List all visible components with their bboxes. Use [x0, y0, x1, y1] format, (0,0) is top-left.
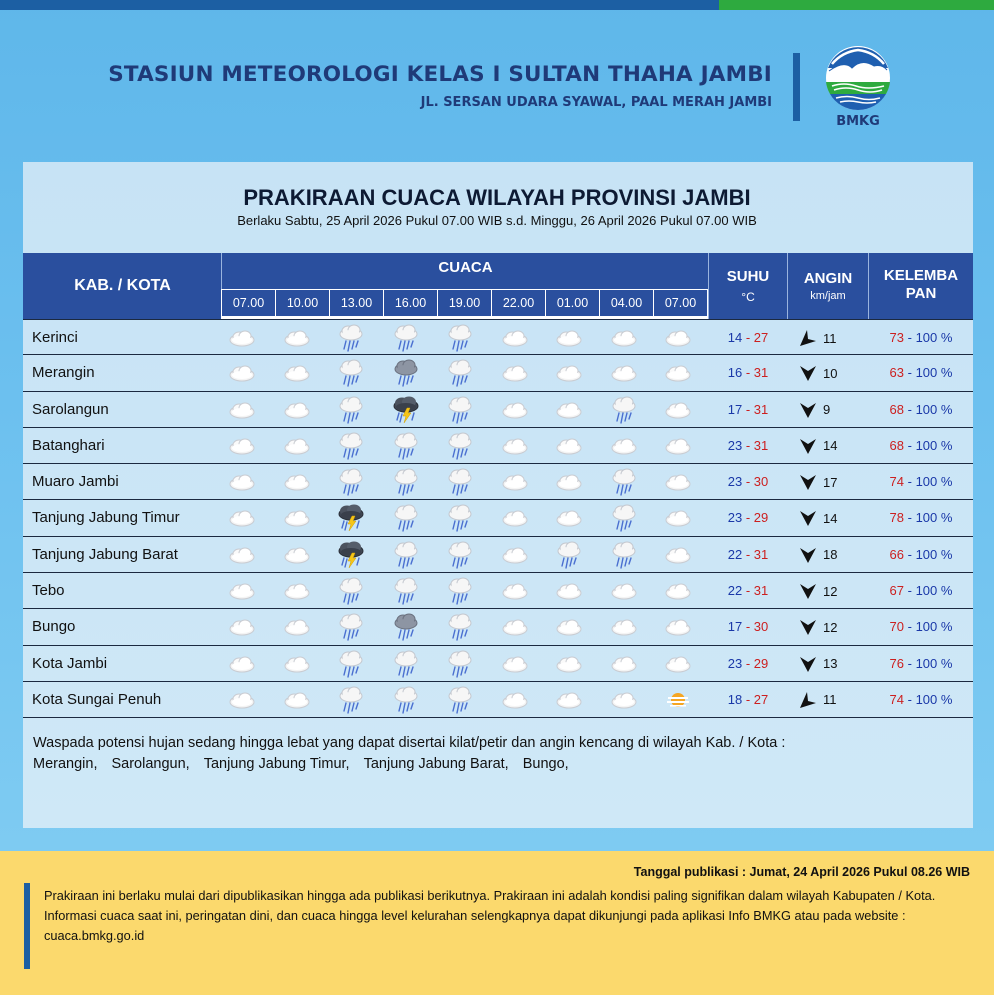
wind-direction-arrow-icon	[797, 616, 819, 638]
humidity-max: 100 %	[915, 510, 953, 526]
time-slot: 04.00	[600, 290, 653, 316]
humidity-separator: -	[904, 619, 916, 635]
cloudy-icon	[215, 355, 270, 391]
temperature-range	[709, 464, 787, 500]
time-slot: 19.00	[438, 290, 491, 316]
table-row	[23, 573, 973, 609]
temp-separator: -	[742, 619, 754, 635]
temp-min: 22	[727, 583, 743, 599]
cloudy-icon	[270, 609, 325, 645]
cloudy-icon	[542, 500, 597, 536]
light-rain-icon	[597, 392, 652, 428]
warning-region: Sarolangun,	[111, 756, 190, 772]
wind-direction-arrow-icon	[797, 471, 819, 493]
region-name: Tanjung Jabung Barat	[32, 545, 178, 563]
time-slots	[221, 289, 708, 319]
humidity-range	[869, 573, 973, 609]
humidity-max: 100 %	[915, 330, 953, 345]
light-rain-icon	[379, 537, 434, 573]
time-slot: 10.00	[276, 290, 329, 316]
cloudy-icon	[542, 609, 597, 645]
temp-min: 22	[727, 546, 743, 562]
region-name: Muaro Jambi	[32, 473, 119, 491]
humidity-max: 100 %	[915, 437, 953, 453]
header-kelembapan-line1: KELEMBA	[883, 267, 959, 284]
cloudy-icon	[488, 573, 543, 609]
cloudy-icon	[488, 500, 543, 536]
header-cuaca: CUACA	[438, 259, 493, 276]
header-kelembapan	[869, 267, 973, 303]
table-row	[23, 646, 973, 682]
weather-icons	[215, 464, 715, 500]
cloudy-icon	[215, 320, 270, 356]
cloudy-icon	[215, 646, 270, 682]
weather-icons	[215, 428, 715, 464]
cloudy-icon	[215, 392, 270, 428]
humidity-range	[869, 392, 973, 428]
humidity-min: 74	[889, 691, 905, 707]
weather-icons	[215, 646, 715, 682]
warning-region: Tanjung Jabung Barat,	[363, 756, 509, 772]
temp-max: 31	[753, 546, 769, 562]
header-separator	[708, 253, 709, 319]
light-rain-icon	[324, 355, 379, 391]
wind-speed: 12	[823, 619, 838, 635]
temp-max: 29	[753, 655, 769, 671]
region-name: Kota Jambi	[32, 654, 108, 672]
humidity-separator: -	[904, 401, 916, 417]
light-rain-icon	[542, 537, 597, 573]
light-rain-icon	[324, 573, 379, 609]
cloudy-icon	[215, 537, 270, 573]
humidity-min: 74	[889, 474, 905, 490]
cloudy-icon	[270, 682, 325, 718]
table-row	[23, 464, 973, 500]
temp-separator: -	[742, 546, 754, 562]
humidity-max: 100 %	[915, 365, 953, 381]
wind-speed: 17	[823, 474, 838, 490]
warning-region: Bungo,	[522, 756, 569, 772]
region-name: Bungo	[32, 618, 76, 636]
cloudy-icon	[542, 428, 597, 464]
table-row	[23, 682, 973, 718]
cloudy-icon	[215, 609, 270, 645]
humidity-separator: -	[904, 474, 916, 490]
temp-max: 30	[753, 619, 769, 635]
warning-text: Waspada potensi hujan sedang hingga lebat yang dapat disertai kilat/petir dan angin kencang di wilayah Kab. / Kota :	[33, 735, 786, 751]
temp-min: 18	[727, 691, 743, 707]
weather-icons	[215, 392, 715, 428]
wind	[797, 355, 867, 391]
top-accent-bar	[0, 0, 994, 10]
temp-separator: -	[742, 330, 754, 345]
light-rain-icon	[433, 355, 488, 391]
temp-min: 23	[727, 655, 743, 671]
light-rain-icon	[433, 464, 488, 500]
header-separator	[787, 253, 788, 319]
humidity-range	[869, 682, 973, 718]
humidity-max: 100 %	[915, 546, 953, 562]
thunderstorm-icon	[324, 500, 379, 536]
humidity-range	[869, 320, 973, 356]
hazy-sun-icon	[651, 682, 706, 718]
temp-min: 17	[727, 619, 743, 635]
time-slot: 07.00	[654, 290, 707, 316]
wind-direction-arrow-icon	[797, 399, 819, 421]
header-kelembapan-line2: PAN	[905, 285, 937, 302]
cloudy-icon	[488, 464, 543, 500]
header-angin-unit: km/jam	[810, 290, 846, 302]
temp-max: 29	[753, 510, 769, 526]
temperature-range	[709, 320, 787, 356]
light-rain-icon	[324, 682, 379, 718]
wind-speed: 18	[823, 547, 838, 563]
cloudy-icon	[215, 500, 270, 536]
warning-region: Merangin,	[33, 756, 98, 772]
temp-max: 27	[753, 691, 769, 707]
cloudy-icon	[488, 428, 543, 464]
time-slot: 07.00	[222, 290, 275, 316]
wind	[797, 537, 867, 573]
cloudy-icon	[651, 320, 706, 356]
temp-separator: -	[742, 401, 754, 417]
header-suhu-unit: °C	[741, 290, 755, 304]
cloudy-icon	[651, 355, 706, 391]
light-rain-icon	[433, 609, 488, 645]
light-rain-icon	[433, 320, 488, 356]
light-rain-icon	[433, 682, 488, 718]
humidity-separator: -	[904, 437, 916, 453]
footer	[0, 851, 994, 995]
wind-speed: 9	[823, 402, 831, 418]
wind-speed: 11	[823, 330, 837, 346]
wind	[797, 682, 867, 718]
thunderstorm-icon	[379, 392, 434, 428]
light-rain-icon	[324, 464, 379, 500]
cloudy-icon	[597, 682, 652, 718]
cloudy-icon	[270, 573, 325, 609]
header-kab-kota: KAB. / KOTA	[74, 277, 171, 294]
table-header	[23, 253, 973, 319]
cloudy-icon	[270, 464, 325, 500]
wind-direction-arrow-icon	[797, 435, 819, 457]
cloudy-icon	[215, 573, 270, 609]
temp-max: 31	[753, 365, 769, 381]
cloudy-icon	[651, 428, 706, 464]
table-row	[23, 319, 973, 355]
region-name: Tanjung Jabung Timur	[32, 509, 180, 527]
forecast-table-body	[23, 319, 973, 718]
temp-min: 17	[727, 401, 743, 417]
light-rain-icon	[379, 428, 434, 464]
region-name: Tebo	[32, 582, 65, 600]
region-name: Batanghari	[32, 436, 105, 454]
wind-speed: 14	[823, 510, 838, 526]
temperature-range	[709, 537, 787, 573]
humidity-range	[869, 355, 973, 391]
cloudy-icon	[488, 392, 543, 428]
temp-min: 23	[727, 437, 743, 453]
cloudy-icon	[651, 392, 706, 428]
humidity-min: 73	[889, 330, 905, 345]
wind	[797, 320, 867, 356]
humidity-max: 100 %	[915, 583, 953, 599]
cloudy-icon	[597, 428, 652, 464]
cloudy-icon	[597, 609, 652, 645]
cloudy-icon	[488, 609, 543, 645]
humidity-min: 68	[889, 401, 905, 417]
temperature-range	[709, 500, 787, 536]
cloudy-icon	[651, 609, 706, 645]
light-rain-icon	[379, 500, 434, 536]
light-rain-icon	[433, 646, 488, 682]
humidity-min: 78	[889, 510, 905, 526]
humidity-separator: -	[904, 365, 916, 381]
light-rain-icon	[324, 320, 379, 356]
cloudy-icon	[542, 682, 597, 718]
cloudy-icon	[488, 320, 543, 356]
weather-icons	[215, 537, 715, 573]
cloudy-icon	[488, 682, 543, 718]
light-rain-icon	[597, 500, 652, 536]
temp-min: 16	[727, 365, 743, 381]
humidity-max: 100 %	[915, 691, 953, 707]
wind	[797, 646, 867, 682]
temp-separator: -	[742, 437, 754, 453]
temp-max: 30	[753, 474, 769, 490]
table-row	[23, 355, 973, 391]
light-rain-icon	[379, 682, 434, 718]
humidity-range	[869, 609, 973, 645]
temperature-range	[709, 682, 787, 718]
humidity-max: 100 %	[915, 474, 953, 490]
light-rain-icon	[324, 392, 379, 428]
light-rain-icon	[379, 464, 434, 500]
wind-speed: 13	[823, 656, 838, 672]
table-row	[23, 500, 973, 536]
region-name: Kota Sungai Penuh	[32, 690, 162, 708]
table-row	[23, 392, 973, 428]
temp-min: 23	[727, 474, 743, 490]
humidity-separator: -	[904, 330, 916, 345]
cloudy-icon	[651, 500, 706, 536]
forecast-title: PRAKIRAAN CUACA WILAYAH PROVINSI JAMBI	[243, 185, 751, 210]
cloudy-icon	[597, 573, 652, 609]
footer-accent-bar	[24, 883, 30, 969]
region-name: Kerinci	[32, 329, 78, 346]
cloudy-icon	[651, 573, 706, 609]
table-row	[23, 609, 973, 645]
humidity-separator: -	[904, 546, 916, 562]
weather-icons	[215, 573, 715, 609]
table-row	[23, 537, 973, 573]
humidity-max: 100 %	[915, 401, 953, 417]
temperature-range	[709, 428, 787, 464]
humidity-max: 100 %	[915, 655, 953, 671]
light-rain-icon	[433, 537, 488, 573]
light-rain-icon	[324, 646, 379, 682]
temperature-range	[709, 573, 787, 609]
light-rain-icon	[379, 646, 434, 682]
wind	[797, 609, 867, 645]
weather-icons	[215, 500, 715, 536]
humidity-min: 67	[889, 583, 905, 599]
cloudy-icon	[270, 646, 325, 682]
cloudy-icon	[542, 464, 597, 500]
time-slot: 22.00	[492, 290, 545, 316]
cloudy-icon	[270, 537, 325, 573]
wind-speed: 11	[823, 692, 837, 708]
cloudy-icon	[215, 428, 270, 464]
light-rain-icon	[324, 609, 379, 645]
humidity-min: 63	[889, 365, 905, 381]
temp-max: 31	[753, 437, 769, 453]
temp-max: 31	[753, 401, 769, 417]
cloudy-icon	[215, 682, 270, 718]
cloudy-icon	[270, 320, 325, 356]
temp-separator: -	[742, 474, 754, 490]
humidity-range	[869, 646, 973, 682]
wind-speed: 10	[823, 365, 838, 381]
wind-speed: 14	[823, 438, 838, 454]
cloudy-icon	[542, 392, 597, 428]
light-rain-icon	[324, 428, 379, 464]
header-suhu: SUHU	[726, 268, 770, 285]
cloudy-icon	[215, 464, 270, 500]
humidity-range	[869, 464, 973, 500]
publication-date: Tanggal publikasi : Jumat, 24 April 2026 Pukul 08.26 WIB	[633, 865, 970, 879]
footer-note: Prakiraan ini berlaku mulai dari dipublikasikan hingga ada publikasi berikutnya. Prakiraan ini adalah kondisi paling signifikan dalam wilayah Kabupaten / Kota. Informasi cuaca saat ini, peringatan dini, dan cuaca hingga level kelurahan selengkapnya dapat dikunjungi pada aplikasi Info BMKG atau pada website : cuaca.bmkg.go.id	[44, 888, 936, 943]
time-slot: 16.00	[384, 290, 437, 316]
wind-direction-arrow-icon	[797, 362, 819, 384]
temperature-range	[709, 392, 787, 428]
humidity-min: 66	[889, 546, 905, 562]
humidity-separator: -	[904, 510, 916, 526]
humidity-separator: -	[904, 583, 916, 599]
cloudy-icon	[597, 646, 652, 682]
weather-icons	[215, 682, 715, 718]
humidity-separator: -	[904, 691, 916, 707]
weather-icons	[215, 609, 715, 645]
temp-max: 27	[753, 330, 769, 345]
warning-regions	[33, 754, 953, 775]
light-rain-icon	[379, 320, 434, 356]
wind-direction-arrow-icon	[797, 327, 819, 349]
moderate-rain-icon	[379, 355, 434, 391]
weather-icons	[215, 355, 715, 391]
time-slot: 01.00	[546, 290, 599, 316]
wind	[797, 573, 867, 609]
wind-direction-arrow-icon	[797, 544, 819, 566]
moderate-rain-icon	[379, 609, 434, 645]
cloudy-icon	[542, 320, 597, 356]
light-rain-icon	[433, 573, 488, 609]
temp-separator: -	[742, 691, 754, 707]
table-row	[23, 428, 973, 464]
station-address: JL. SERSAN UDARA SYAWAL, PAAL MERAH JAMBI	[420, 95, 772, 110]
light-rain-icon	[433, 428, 488, 464]
cloudy-icon	[651, 464, 706, 500]
forecast-validity: Berlaku Sabtu, 25 April 2026 Pukul 07.00 WIB s.d. Minggu, 26 April 2026 Pukul 07.00 WIB	[237, 213, 757, 228]
temp-max: 31	[753, 583, 769, 599]
light-rain-icon	[379, 573, 434, 609]
cloudy-icon	[651, 537, 706, 573]
cloudy-icon	[597, 355, 652, 391]
warning-region: Tanjung Jabung Timur,	[203, 756, 350, 772]
station-title: STASIUN METEOROLOGI KELAS I SULTAN THAHA JAMBI	[108, 62, 772, 87]
cloudy-icon	[542, 355, 597, 391]
region-name: Sarolangun	[32, 400, 109, 418]
warning-box	[33, 733, 953, 775]
humidity-separator: -	[904, 655, 916, 671]
cloudy-icon	[542, 573, 597, 609]
wind-direction-arrow-icon	[797, 653, 819, 675]
cloudy-icon	[597, 320, 652, 356]
temp-separator: -	[742, 583, 754, 599]
cloudy-icon	[488, 355, 543, 391]
temp-separator: -	[742, 365, 754, 381]
temperature-range	[709, 646, 787, 682]
header-angin: ANGIN	[803, 270, 853, 287]
humidity-min: 70	[889, 619, 905, 635]
humidity-min: 76	[889, 655, 905, 671]
wind	[797, 464, 867, 500]
temp-separator: -	[742, 510, 754, 526]
wind-direction-arrow-icon	[797, 507, 819, 529]
humidity-range	[869, 537, 973, 573]
time-slot: 13.00	[330, 290, 383, 316]
cloudy-icon	[270, 355, 325, 391]
cloudy-icon	[542, 646, 597, 682]
weather-icons	[215, 320, 715, 356]
cloudy-icon	[270, 500, 325, 536]
light-rain-icon	[597, 464, 652, 500]
wind	[797, 428, 867, 464]
temp-min: 14	[727, 330, 743, 345]
logo-text: BMKG	[836, 114, 880, 129]
wind	[797, 392, 867, 428]
cloudy-icon	[270, 392, 325, 428]
wind	[797, 500, 867, 536]
temp-separator: -	[742, 655, 754, 671]
cloudy-icon	[651, 646, 706, 682]
temperature-range	[709, 355, 787, 391]
cloudy-icon	[488, 537, 543, 573]
humidity-min: 68	[889, 437, 905, 453]
top-accent-green	[719, 0, 994, 10]
header-separator	[868, 253, 869, 319]
temperature-range	[709, 609, 787, 645]
cloudy-icon	[270, 428, 325, 464]
wind-direction-arrow-icon	[797, 580, 819, 602]
humidity-range	[869, 500, 973, 536]
cloudy-icon	[488, 646, 543, 682]
humidity-range	[869, 428, 973, 464]
light-rain-icon	[433, 500, 488, 536]
humidity-max: 100 %	[915, 619, 953, 635]
temp-min: 23	[727, 510, 743, 526]
header-divider	[793, 53, 800, 121]
light-rain-icon	[433, 392, 488, 428]
thunderstorm-icon	[324, 537, 379, 573]
wind-direction-arrow-icon	[797, 689, 819, 711]
region-name: Merangin	[32, 364, 95, 382]
wind-speed: 12	[823, 583, 838, 599]
light-rain-icon	[597, 537, 652, 573]
